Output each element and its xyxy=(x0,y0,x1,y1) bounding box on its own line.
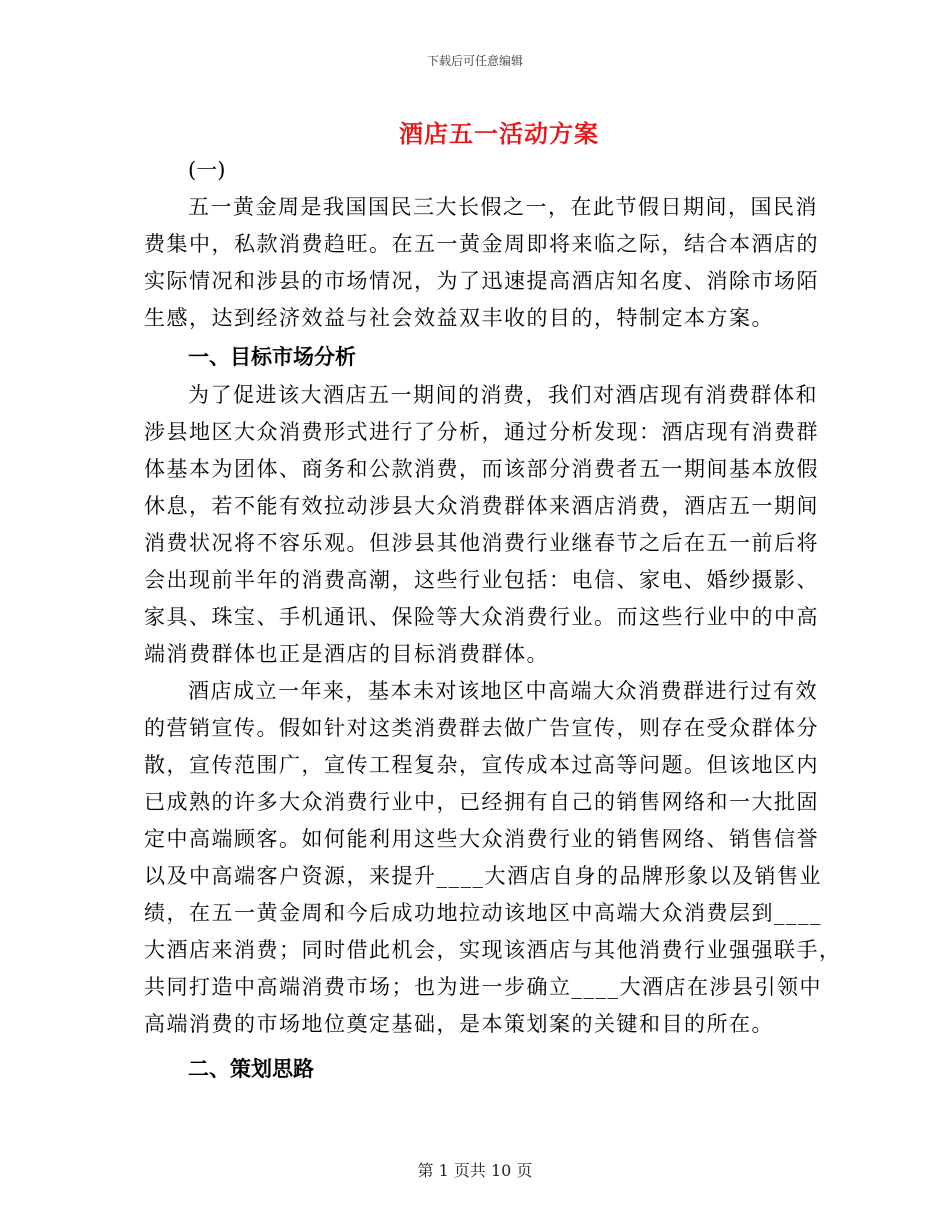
paragraph-line: 消费状况将不容乐观。但涉县其他消费行业继春节之后在五一前后将 xyxy=(144,531,819,555)
document-title: 酒店五一活动方案 xyxy=(399,119,599,148)
paragraph-line: 以及中高端客户资源，来提升____大酒店自身的品牌形象以及销售业 xyxy=(144,864,822,888)
paragraph-line: 为了促进该大酒店五一期间的消费，我们对酒店现有消费群体和 xyxy=(188,383,818,407)
paragraph-line: 体基本为团体、商务和公款消费，而该部分消费者五一期间基本放假 xyxy=(144,457,819,481)
paragraph-line: 酒店成立一年来，基本未对该地区中高端大众消费群进行过有效 xyxy=(188,679,818,703)
paragraph-line: 端消费群体也正是酒店的目标消费群体。 xyxy=(144,642,549,666)
paragraph-line: 高端消费的市场地位奠定基础，是本策划案的关键和目的所在。 xyxy=(144,1012,774,1036)
paragraph-line: 五一黄金周是我国国民三大长假之一，在此节假日期间，国民消 xyxy=(188,195,818,219)
marketing-paragraph xyxy=(144,673,842,1043)
market-analysis-paragraph xyxy=(144,377,819,673)
paragraph-line: 散，宣传范围广，宣传工程复杂，宣传成本过高等问题。但该地区内 xyxy=(144,753,819,777)
intro-paragraph xyxy=(144,189,819,337)
paragraph-line: 大酒店来消费；同时借此机会，实现该酒店与其他消费行业强强联手， xyxy=(144,938,842,962)
heading-planning-approach: 二、策划思路 xyxy=(188,1057,314,1081)
heading-target-market: 一、目标市场分析 xyxy=(188,345,356,369)
paragraph-line: 费集中，私款消费趋旺。在五一黄金周即将来临之际，结合本酒店的 xyxy=(144,232,819,256)
paragraph-line: 会出现前半年的消费高潮，这些行业包括：电信、家电、婚纱摄影、 xyxy=(144,568,819,592)
paragraph-line: 共同打造中高端消费市场；也为进一步确立____大酒店在涉县引领中 xyxy=(144,975,822,999)
header-note: 下载后可任意编辑 xyxy=(426,54,523,68)
paragraph-line: 的营销宣传。假如针对这类消费群去做广告宣传，则存在受众群体分 xyxy=(144,716,819,740)
document-body xyxy=(144,152,842,1089)
page-number-footer: 第 1 页共 10 页 xyxy=(417,1161,533,1180)
paragraph-line: 绩，在五一黄金周和今后成功地拉动该地区中高端大众消费层到____ xyxy=(144,901,822,925)
paragraph-line: 休息，若不能有效拉动涉县大众消费群体来酒店消费，酒店五一期间 xyxy=(144,494,819,518)
paragraph-line: 家具、珠宝、手机通讯、保险等大众消费行业。而这些行业中的中高 xyxy=(144,605,819,629)
paragraph-line: 已成熟的许多大众消费行业中，已经拥有自己的销售网络和一大批固 xyxy=(144,790,819,814)
paragraph-line: 涉县地区大众消费形式进行了分析，通过分析发现：酒店现有消费群 xyxy=(144,420,819,444)
section-marker: (一) xyxy=(188,158,226,182)
paragraph-line: 生感，达到经济效益与社会效益双丰收的目的，特制定本方案。 xyxy=(144,306,774,330)
paragraph-line: 定中高端顾客。如何能利用这些大众消费行业的销售网络、销售信誉 xyxy=(144,827,819,851)
paragraph-line: 实际情况和涉县的市场情况，为了迅速提高酒店知名度、消除市场陌 xyxy=(144,269,819,293)
